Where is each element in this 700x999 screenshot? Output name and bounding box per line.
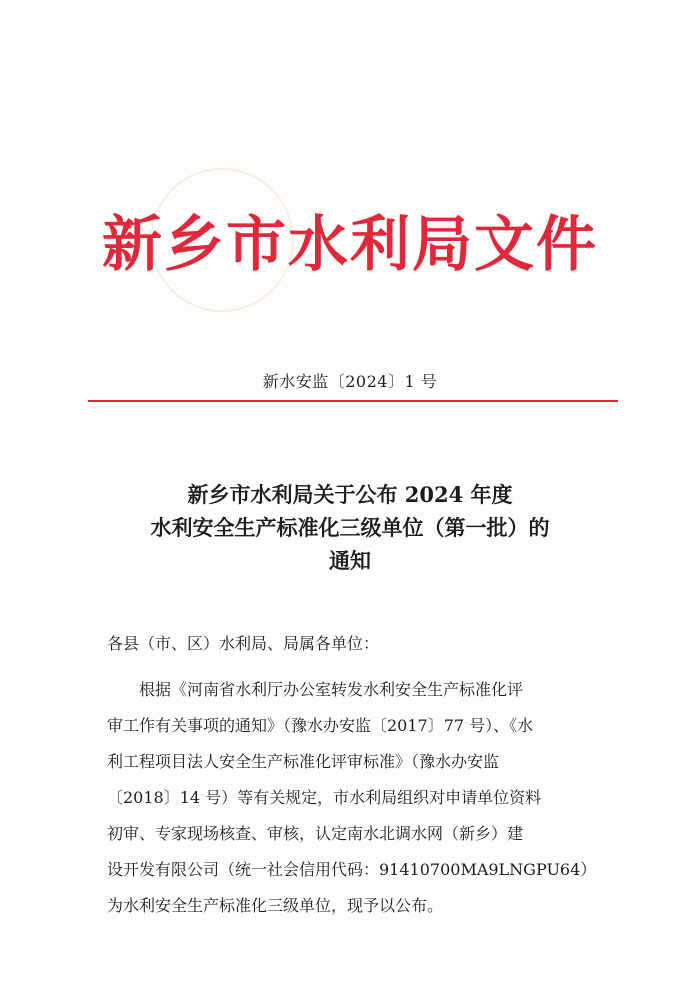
body-line-7: 为水利安全生产标准化三级单位，现予以公布。 (107, 896, 444, 915)
notice-title-line-3: 通知 (329, 548, 371, 573)
notice-title-line-2: 水利安全生产标准化三级单位（第一批）的 (150, 515, 550, 540)
notice-title-line-1: 新乡市水利局关于公布 2024 年度 (187, 482, 513, 507)
red-divider-line (88, 400, 618, 402)
notice-title (0, 478, 700, 577)
body-line-5: 初审、专家现场核查、审核，认定南水北调水网（新乡）建 (107, 824, 524, 843)
body-paragraph (107, 672, 602, 924)
body-line-1: 根据《河南省水利厅办公室转发水利安全生产标准化评 (139, 680, 524, 699)
body-line-3: 利工程项目法人安全生产标准化评审标准》（豫水办安监 (107, 752, 500, 771)
body-line-6: 设开发有限公司（统一社会信用代码：91410700MA9LNGPU64） (107, 860, 597, 879)
body-line-4: 〔2018〕14 号）等有关规定，市水利局组织对申请单位资料 (107, 788, 542, 807)
document-header-title: 新乡市水利局文件 (102, 210, 598, 280)
body-line-2: 审工作有关事项的通知》（豫水办安监〔2017〕77 号）、《水 (107, 716, 534, 735)
salutation: 各县（市、区）水利局、局属各单位： (107, 634, 380, 653)
document-number: 新水安监〔2024〕1 号 (262, 372, 438, 391)
